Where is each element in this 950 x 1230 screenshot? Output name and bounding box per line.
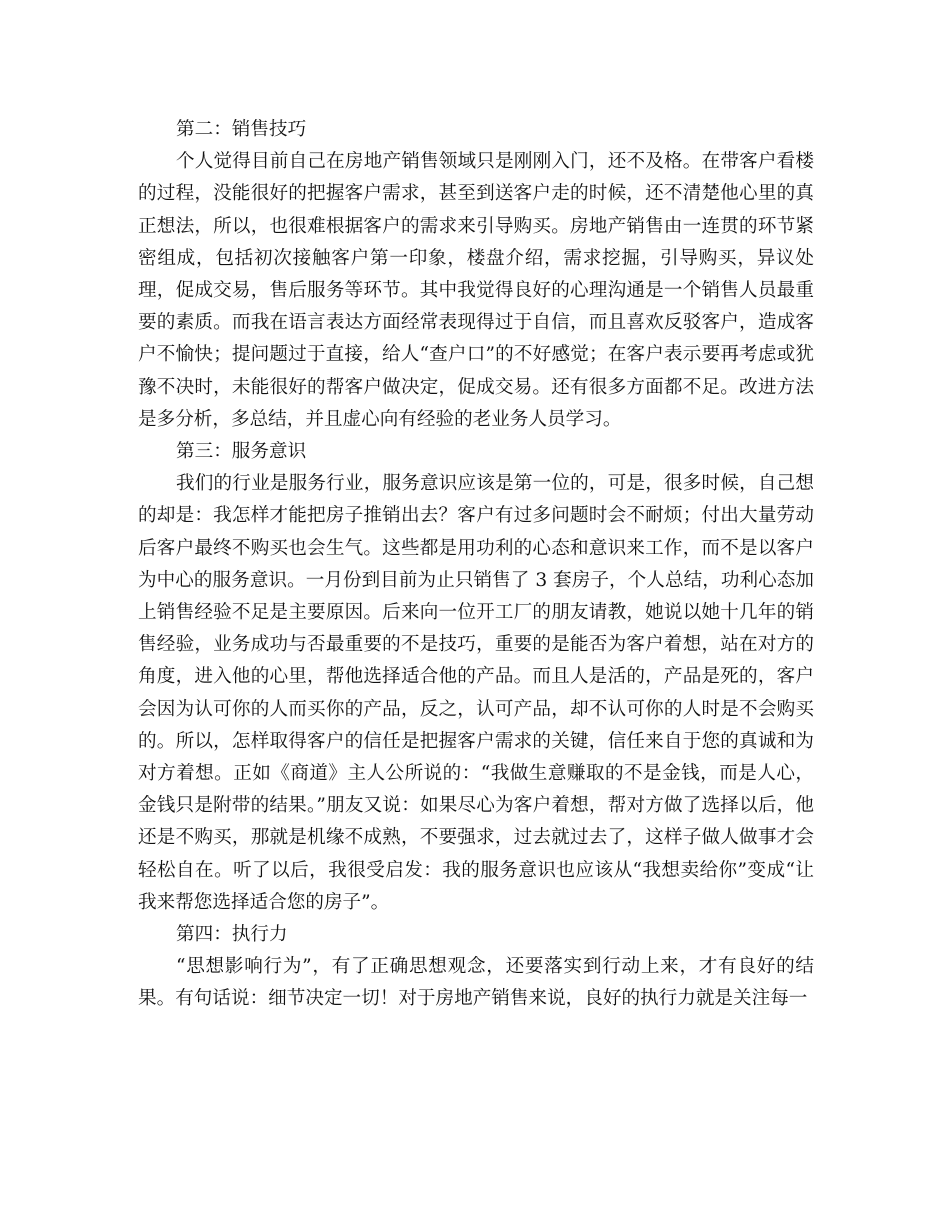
section-heading-service-awareness: 第三：服务意识 xyxy=(176,441,307,463)
paragraph-service-awareness: 我们的行业是服务行业，服务意识应该是第一位的，可是，很多时候，自己想的却是：我怎样才能把房子推销出去？客户有过多问题时会不耐烦；付出大量劳动后客户最终不购买也会生气。这些都是用功利的心态和意识来工作，而不是以客户为中心的服务意识。一月份到目前为止只销售了 3 套房子，个人总结，功利心态加上销售经验不足是主要原因。后来向一位开工厂的朋友请教，她说以她十几年的销售经验，业务成功与否最重要的不是技巧，重要的是能否为客户着想，站在对方的角度，进入他的心里，帮他选择适合他的产品。而且人是活的，产品是死的，客户会因为认可你的人而买你的产品，反之，认可产品，却不认可你的人时是不会购买的。所以，怎样取得客户的信任是把握客户需求的关键，信任来自于您的真诚和为对方着想。正如《商道》主人公所说的：“我做生意赚取的不是金钱，而是人心，金钱只是附带的结果。”朋友又说：如果尽心为客户着想，帮对方做了选择以后，他还是不购买，那就是机缘不成熟，不要强求，过去就过去了，这样子做人做事才会轻松自在。听了以后，我很受启发：我的服务意识也应该从“我想卖给你”变成“让我来帮您选择适合您的房子”。 xyxy=(138,473,814,913)
paragraph-execution: “思想影响行为”，有了正确思想观念，还要落实到行动上来，才有良好的结果。有句话说：细节决定一切！对于房地产销售来说，良好的执行力就是关注每一 xyxy=(138,956,814,1010)
paragraph-sales-skills: 个人觉得目前自己在房地产销售领域只是刚刚入门，还不及格。在带客户看楼的过程，没能很好的把握客户需求，甚至到送客户走的时候，还不清楚他心里的真正想法，所以，也很难根据客户的需求来引导购买。房地产销售由一连贯的环节紧密组成，包括初次接触客户第一印象，楼盘介绍，需求挖掘，引导购买，异议处理，促成交易，售后服务等环节。其中我觉得良好的心理沟通是一个销售人员最重要的素质。而我在语言表达方面经常表现得过于自信，而且喜欢反驳客户，造成客户不愉快；提问题过于直接，给人“查户口”的不好感觉；在客户表示要再考虑或犹豫不决时，未能很好的帮客户做决定，促成交易。还有很多方面都不足。改进方法是多分析，多总结，并且虚心向有经验的老业务人员学习。 xyxy=(138,151,814,430)
document-page xyxy=(138,114,814,1016)
section-heading-execution: 第四：执行力 xyxy=(176,924,288,946)
section-heading-sales-skills: 第二：销售技巧 xyxy=(176,119,307,140)
